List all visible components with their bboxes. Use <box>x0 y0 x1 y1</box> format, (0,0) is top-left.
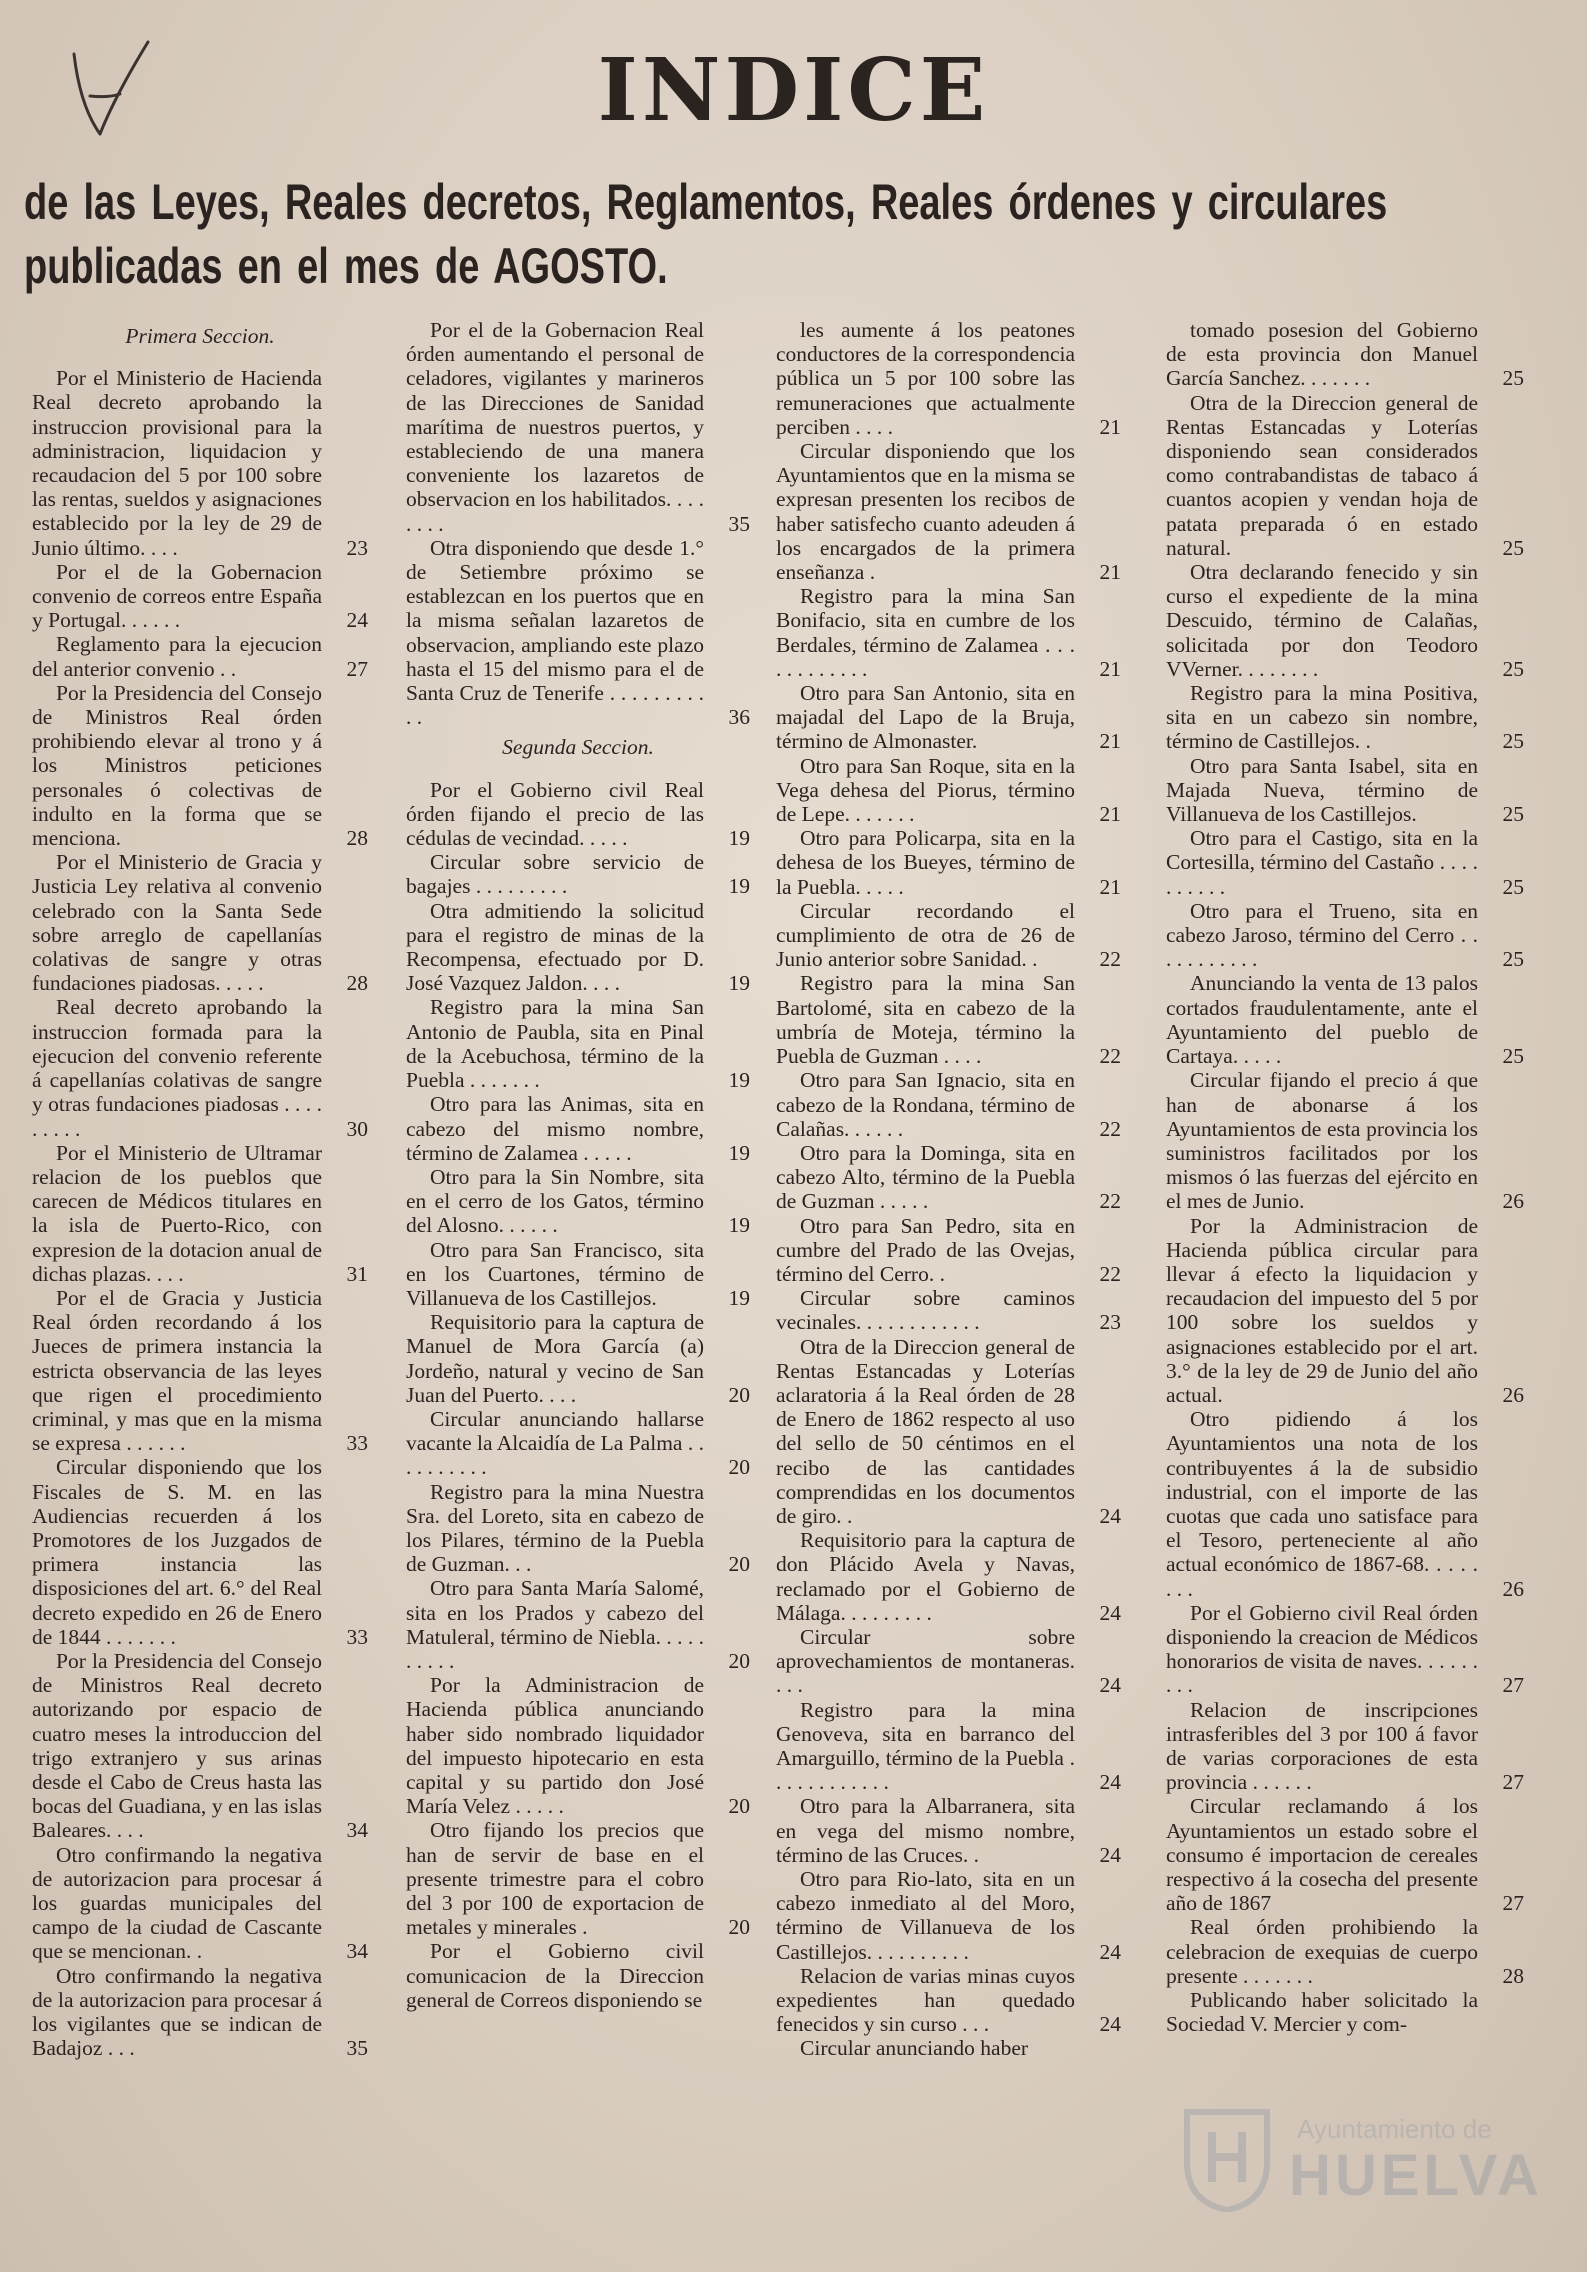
index-entry <box>776 1867 1121 1964</box>
index-entry <box>1166 1794 1524 1915</box>
entry-text: Otro confirmando la negativa de autorizacion para procesar á los guardas municipales del campo de la ciudad de Cascante que se mencionan. . <box>32 1842 322 1964</box>
index-entry <box>32 1455 368 1649</box>
index-entry <box>406 995 750 1092</box>
index-entry <box>1166 1068 1524 1213</box>
index-entry <box>32 560 368 633</box>
entry-text: Por el Gobierno civil Real órden disponiendo la creacion de Médicos honorarios de visita de naves. . . . . . . . . <box>1166 1600 1478 1698</box>
index-entry <box>32 1286 368 1455</box>
index-entry <box>1166 681 1524 754</box>
entry-page-number: 25 <box>1502 874 1524 899</box>
index-entry <box>776 318 1121 439</box>
entry-page-number: 25 <box>1502 366 1524 391</box>
entry-text: Circular sobre caminos vecinales. . . . . . . . . . . . <box>776 1286 1075 1335</box>
index-entry <box>406 1310 750 1407</box>
entry-text: Circular disponiendo que los Fiscales de S. M. en las Audiencias recuerden á los Promotores de los Juzgados de primera instancia las disposiciones del art. 6.° del Real decreto expedido en 26 de Enero de 1844 . . . . . . . <box>32 1455 322 1649</box>
coat-of-arms-icon <box>1177 2102 1277 2212</box>
entry-page-number: 27 <box>1502 1673 1524 1698</box>
index-entry <box>1166 318 1524 391</box>
entry-text: Otro fijando los precios que han de servir de base en el presente trimestre para el cobro del 3 por 100 de exportacion de metales y minerales . <box>406 1818 704 1940</box>
index-entry <box>1166 560 1524 681</box>
entry-page-number: 34 <box>346 1939 368 1964</box>
entry-text: Otra de la Direccion general de Rentas Estancadas y Loterías aclaratoria á la Real órden de 28 de Enero de 1862 respecto al uso del sello de 50 céntimos en el recibo de las cantidades comprendidas en los documentos de giro. . <box>776 1334 1075 1528</box>
index-entry <box>406 1480 750 1577</box>
entry-page-number: 27 <box>346 656 368 681</box>
entry-text: Por el Ministerio de Gracia y Justicia Ley relativa al convenio celebrado con la Santa Sede sobre arreglo de capellanías colativas de sangre y otras fundaciones piadosas. . . . . <box>32 850 322 996</box>
index-entry <box>1166 899 1524 972</box>
entry-text: Otro para el Trueno, sita en cabezo Jaroso, término del Cerro . . . . . . . . . . . <box>1166 898 1478 972</box>
entry-text: Circular sobre aprovechamientos de montaneras. . . . <box>776 1624 1075 1698</box>
entry-text: Por la Administracion de Hacienda pública anunciando haber sido nombrado liquidador del impuesto hipotecario en esta capital y su partido don José María Velez . . . . . <box>406 1673 704 1819</box>
entry-page-number: 21 <box>1099 656 1121 681</box>
entry-text: Registro para la mina San Bonifacio, sita en cumbre de los Berdales, término de Zalamea . . . . . . . . . . . . <box>776 584 1075 681</box>
entry-page-number: 19 <box>728 1213 750 1238</box>
entry-text: Por la Administracion de Hacienda pública circular para llevar á efecto la liquidacion y recaudacion del impuesto del 5 por 100 sobre los sueldos y asignaciones establecido por el art. 3.° de la ley de 29 de Junio del año actual. <box>1166 1213 1478 1407</box>
entry-page-number: 28 <box>346 826 368 851</box>
index-column-4 <box>1166 318 1524 2248</box>
index-entry <box>1166 1214 1524 1408</box>
entry-text: Circular disponiendo que los Ayuntamientos que en la misma se expresan presenten los recibos de haber satisfecho cuanto adeuden á los encargados de la primera enseñanza . <box>776 439 1075 585</box>
index-entry <box>776 584 1121 681</box>
index-entry <box>32 1141 368 1286</box>
entry-page-number: 26 <box>1502 1382 1524 1407</box>
index-column-1 <box>32 318 368 2248</box>
entry-page-number: 22 <box>1099 1116 1121 1141</box>
entry-text: Por el de la Gobernacion convenio de correos entre España y Portugal. . . . . . <box>32 559 322 633</box>
entry-text: Real decreto aprobando la instruccion formada para la ejecucion del convenio referente á capellanías colativas de sangre y otras fundaciones piadosas . . . . . . . . . <box>32 995 322 1141</box>
entry-page-number: 35 <box>728 511 750 536</box>
entry-page-number: 20 <box>728 1455 750 1480</box>
index-entry <box>776 1286 1121 1334</box>
entry-page-number: 21 <box>1099 802 1121 827</box>
entry-page-number: 20 <box>728 1915 750 1940</box>
index-entry <box>776 899 1121 972</box>
index-entry <box>406 1818 750 1939</box>
entry-text: Otro para Policarpa, sita en la dehesa de los Bueyes, término de la Puebla. . . . . <box>776 826 1075 899</box>
entry-text: Relacion de varias minas cuyos expedientes han quedado fenecidos y sin curso . . . <box>776 1963 1075 2037</box>
entry-text: Circular sobre servicio de bagajes . . . . . . . . . <box>406 850 704 899</box>
index-entry <box>406 1165 750 1238</box>
entry-page-number: 33 <box>346 1624 368 1649</box>
entry-text: les aumente á los peatones conductores de la correspondencia pública un 5 por 100 sobre las remuneraciones que actualmente perciben . . . . <box>776 318 1075 439</box>
index-entry <box>776 1068 1121 1141</box>
entry-text: Otra disponiendo que desde 1.° de Setiembre próximo se establezcan en los puertos que en la misma señalan lazaretos de observacion, ampliando este plazo hasta el 15 del mismo para el de Santa Cruz de Tenerife . . . . . . . . . . . <box>406 535 704 730</box>
entry-page-number: 19 <box>728 826 750 851</box>
index-entry <box>406 1673 750 1818</box>
index-entry <box>32 366 368 560</box>
entry-text: Registro para la mina San Antonio de Paubla, sita en Pinal de la Acebuchosa, término de la Puebla . . . . . . . <box>406 995 704 1093</box>
index-entry <box>406 850 750 898</box>
entry-text: Otro para San Antonio, sita en majadal del Lapo de la Bruja, término de Almonaster. <box>776 681 1075 754</box>
section-heading: Segunda Seccion. <box>502 735 654 760</box>
entry-text: Registro para la mina Genoveva, sita en barranco del Amarguillo, término de la Puebla . . . . . . . . . . . . <box>776 1697 1075 1795</box>
entry-page-number: 20 <box>728 1552 750 1577</box>
entry-page-number: 34 <box>346 1818 368 1843</box>
entry-text: Registro para la mina San Bartolomé, sita en cabezo de la umbría de Moteja, término la Puebla de Guzman . . . . <box>776 971 1075 1069</box>
entry-page-number: 22 <box>1099 1044 1121 1069</box>
entry-text: Anunciando la venta de 13 palos cortados fraudulentamente, ante el Ayuntamiento del pueblo de Cartaya. . . . . <box>1166 971 1478 1069</box>
index-entry <box>406 1939 750 2012</box>
index-entry <box>406 536 750 730</box>
entry-text: Publicando haber solicitado la Sociedad V. Mercier y com- <box>1166 1988 1478 2037</box>
entry-text: Por la Presidencia del Consejo de Ministros Real órden prohibiendo elevar al trono y á los Ministros peticiones personales ó colectivas de indulto en la forma que se menciona. <box>32 680 322 851</box>
entry-page-number: 26 <box>1502 1576 1524 1601</box>
index-entry <box>406 778 750 851</box>
entry-page-number: 21 <box>1099 874 1121 899</box>
index-entry <box>406 1576 750 1673</box>
index-entry <box>776 439 1121 584</box>
watermark-line-1: Ayuntamiento de <box>1297 2114 1492 2144</box>
entry-text: Por el Ministerio de Hacienda Real decreto aprobando la instruccion provisional para la administracion, liquidacion y recaudacion del 5 por 100 sobre las rentas, sueldos y asignaciones establecido por la ley de 29 de Junio último. . . . <box>32 366 322 560</box>
index-entry <box>776 1335 1121 1529</box>
entry-page-number: 25 <box>1502 947 1524 972</box>
index-entry <box>776 1794 1121 1867</box>
entry-text: Otro confirmando la negativa de la autorizacion para procesar á los vigilantes que se indican de Badajoz . . . <box>32 1963 322 2061</box>
entry-page-number: 22 <box>1099 1261 1121 1286</box>
entry-page-number: 25 <box>1502 656 1524 681</box>
entry-page-number: 36 <box>728 705 750 730</box>
entry-text: Otro para la Sin Nombre, sita en el cerro de los Gatos, término del Alosno. . . . . . <box>406 1164 704 1238</box>
entry-text: Por el Gobierno civil comunicacion de la Direccion general de Correos disponiendo se <box>406 1939 704 2012</box>
entry-page-number: 28 <box>346 971 368 996</box>
index-column-2 <box>406 318 750 2248</box>
index-entry <box>1166 1601 1524 1698</box>
index-column-3 <box>776 318 1121 2248</box>
index-entry <box>776 754 1121 827</box>
index-entry <box>406 1238 750 1311</box>
index-entry <box>1166 1988 1524 2036</box>
index-entry <box>776 826 1121 899</box>
entry-text: Otro pidiendo á los Ayuntamientos una nota de los contribuyentes á la de subsidio industrial, con el importe de las cuotas que cada uno satisface para el Tesoro, perteneciente al año actual económico de 1867-68. . . . . . . . <box>1166 1407 1478 1601</box>
entry-page-number: 26 <box>1502 1189 1524 1214</box>
index-entry <box>406 1407 750 1480</box>
entry-page-number: 22 <box>1099 947 1121 972</box>
entry-page-number: 25 <box>1502 802 1524 827</box>
entry-page-number: 21 <box>1099 729 1121 754</box>
entry-text: Por la Presidencia del Consejo de Ministros Real decreto autorizando por espacio de cuatro meses la introduccion del trigo extranjero y sus arinas desde el Cabo de Creus hasta las bocas del Guadiana, y en las islas Baleares. . . . <box>32 1648 322 1843</box>
index-entry <box>1166 971 1524 1068</box>
index-entry <box>1166 754 1524 827</box>
entry-text: Registro para la mina Positiva, sita en un cabezo sin nombre, término de Castillejos. . <box>1166 681 1478 754</box>
entry-text: Por el de Gracia y Justicia Real órden recordando á los Jueces de primera instancia la estricta observancia de las leyes que rigen el procedimiento criminal, y mas que en la misma se expresa . . . . . . <box>32 1285 322 1456</box>
entry-page-number: 35 <box>346 2036 368 2061</box>
index-entry <box>1166 1915 1524 1988</box>
entry-page-number: 27 <box>1502 1891 1524 1916</box>
entry-page-number: 22 <box>1099 1189 1121 1214</box>
entry-text: Requisitorio para la captura de don Plácido Avela y Navas, reclamado por el Gobierno de Málaga. . . . . . . . . <box>776 1528 1075 1625</box>
index-subtitle: de las Leyes, Reales decretos, Reglamentos, Reales órdenes y circulares publicadas en el mes de AGOSTO. <box>24 174 1388 294</box>
index-entry <box>776 2036 1121 2060</box>
entry-text: Por el Gobierno civil Real órden fijando el precio de las cédulas de vecindad. . . . . <box>406 777 704 851</box>
entry-text: Otro para las Animas, sita en cabezo del mismo nombre, término de Zalamea . . . . . <box>406 1092 704 1165</box>
entry-text: Real órden prohibiendo la celebracion de exequias de cuerpo presente . . . . . . . <box>1166 1915 1478 1988</box>
index-entry <box>776 1214 1121 1287</box>
index-entry <box>776 1698 1121 1795</box>
entry-text: Otra declarando fenecido y sin curso el expediente de la mina Descuido, término de Calañas, solicitada por don Teodoro VVerner. . . . . . . . <box>1166 560 1478 681</box>
entry-text: Otro para Rio-lato, sita en un cabezo inmediato al del Moro, término de Villanueva de los Castillejos. . . . . . . . . . <box>776 1867 1075 1964</box>
entry-page-number: 21 <box>1099 414 1121 439</box>
entry-page-number: 20 <box>728 1382 750 1407</box>
index-entry <box>32 1964 368 2061</box>
entry-page-number: 28 <box>1502 1963 1524 1988</box>
entry-page-number: 24 <box>1099 1842 1121 1867</box>
entry-page-number: 24 <box>1099 1503 1121 1528</box>
index-entry <box>32 1649 368 1843</box>
index-entry <box>32 1843 368 1964</box>
entry-page-number: 19 <box>728 971 750 996</box>
entry-page-number: 20 <box>728 1794 750 1819</box>
entry-page-number: 24 <box>1099 2012 1121 2037</box>
entry-page-number: 19 <box>728 1285 750 1310</box>
entry-text: Otro para Santa Isabel, sita en Majada Nueva, término de Villanueva de los Castillejos. <box>1166 753 1478 827</box>
ayuntamiento-watermark <box>1177 2102 1543 2212</box>
index-title: INDICE <box>597 40 990 141</box>
entry-text: Circular anunciando haber <box>800 2036 1029 2061</box>
entry-page-number: 24 <box>1099 1939 1121 1964</box>
entry-page-number: 24 <box>1099 1770 1121 1795</box>
index-entry <box>1166 391 1524 560</box>
index-entry <box>776 1528 1121 1625</box>
entry-page-number: 20 <box>728 1648 750 1673</box>
entry-text: Por el de la Gobernacion Real órden aumentando el personal de celadores, vigilantes y marineros de las Direcciones de Sanidad marítima de nuestros puertos, y estableciendo de una manera conveniente los lazaretos de observacion en los habilitados. . . . . . . . <box>406 318 704 536</box>
entry-text: Relacion de inscripciones intrasferibles del 3 por 100 á favor de varias corporaciones de esta provincia . . . . . . <box>1166 1697 1478 1795</box>
index-entry <box>776 1625 1121 1698</box>
entry-page-number: 24 <box>346 608 368 633</box>
index-entry <box>406 899 750 996</box>
index-entry <box>1166 826 1524 899</box>
index-entry <box>1166 1407 1524 1601</box>
index-entry <box>776 971 1121 1068</box>
index-entry <box>32 632 368 680</box>
index-entry <box>406 1092 750 1165</box>
entry-page-number: 19 <box>728 874 750 899</box>
index-entry <box>1166 1698 1524 1795</box>
index-entry <box>32 850 368 995</box>
index-entry <box>776 1964 1121 2037</box>
entry-text: Circular recordando el cumplimiento de otra de 26 de Junio anterior sobre Sanidad. . <box>776 898 1075 972</box>
entry-page-number: 25 <box>1502 729 1524 754</box>
index-entry <box>32 995 368 1140</box>
entry-text: Otro para la Dominga, sita en cabezo Alto, término de la Puebla de Guzman . . . . . <box>776 1140 1075 1214</box>
index-entry <box>776 1141 1121 1214</box>
index-entry <box>776 681 1121 754</box>
section-heading: Primera Seccion. <box>125 324 275 348</box>
entry-page-number: 24 <box>1099 1673 1121 1698</box>
index-entry <box>32 681 368 850</box>
entry-text: Reglamento para la ejecucion del anterior convenio . . <box>32 632 322 681</box>
entry-page-number: 19 <box>728 1068 750 1093</box>
entry-page-number: 30 <box>346 1116 368 1141</box>
entry-page-number: 24 <box>1099 1600 1121 1625</box>
entry-text: tomado posesion del Gobierno de esta provincia don Manuel García Sanchez. . . . . . . <box>1166 318 1478 391</box>
entry-page-number: 19 <box>728 1140 750 1165</box>
entry-text: Otro para San Francisco, sita en los Cuartones, término de Villanueva de los Castillejos. <box>406 1237 704 1310</box>
entry-text: Registro para la mina Nuestra Sra. del Loreto, sita en cabezo de los Pilares, término de la Puebla de Guzman. . . <box>406 1479 704 1577</box>
entry-text: Por el Ministerio de Ultramar relacion de los pueblos que carecen de Médicos titulares en la isla de Puerto-Rico, con expresion de la dotacion anual de dichas plazas. . . . <box>32 1140 322 1286</box>
entry-page-number: 23 <box>1099 1310 1121 1335</box>
index-entry <box>406 318 750 536</box>
entry-text: Otro para San Pedro, sita en cumbre del Prado de las Ovejas, término del Cerro. . <box>776 1213 1075 1286</box>
entry-page-number: 21 <box>1099 560 1121 585</box>
entry-text: Otro para la Albarranera, sita en vega del mismo nombre, término de las Cruces. . <box>776 1794 1075 1867</box>
entry-text: Circular anunciando hallarse vacante la Alcaidía de La Palma . . . . . . . . . . <box>406 1406 704 1480</box>
entry-text: Circular fijando el precio á que han de abonarse á los Ayuntamientos de esta provincia los suministros facilitados por los mismos ó las fuerzas del ejército en el mes de Junio. <box>1166 1068 1478 1214</box>
entry-text: Circular reclamando á los Ayuntamientos un estado sobre el consumo é importacion de cereales respectivo á la cosecha del presente año de 1867 <box>1166 1794 1478 1916</box>
watermark-line-2: HUELVA <box>1289 2143 1543 2208</box>
entry-page-number: 33 <box>346 1431 368 1456</box>
entry-page-number: 23 <box>346 535 368 560</box>
entry-page-number: 31 <box>346 1261 368 1286</box>
entry-text: Otra admitiendo la solicitud para el registro de minas de la Recompensa, efectuado por D. José Vazquez Jaldon. . . . <box>406 898 704 996</box>
entry-text: Otra de la Direccion general de Rentas Estancadas y Loterías disponiendo sean considerados como contrabandistas de tabaco á cuantos acopien y vendan hoja de patata preparada ó en estado natural. <box>1166 390 1478 560</box>
entry-text: Otro para San Ignacio, sita en cabezo de la Rondana, término de Calañas. . . . . . <box>776 1068 1075 1141</box>
entry-text: Otro para el Castigo, sita en la Cortesilla, término del Castaño . . . . . . . . . . <box>1166 826 1478 899</box>
entry-page-number: 25 <box>1502 1044 1524 1069</box>
entry-page-number: 27 <box>1502 1770 1524 1795</box>
entry-page-number: 25 <box>1502 535 1524 560</box>
entry-text: Otro para Santa María Salomé, sita en los Prados y cabezo del Matuleral, término de Niebla. . . . . . . . . . <box>406 1576 704 1673</box>
entry-text: Otro para San Roque, sita en la Vega dehesa del Piorus, término de Lepe. . . . . . . <box>776 753 1075 827</box>
entry-text: Requisitorio para la captura de Manuel de Mora García (a) Jordeño, natural y vecino de San Juan del Puerto. . . . <box>406 1310 704 1407</box>
